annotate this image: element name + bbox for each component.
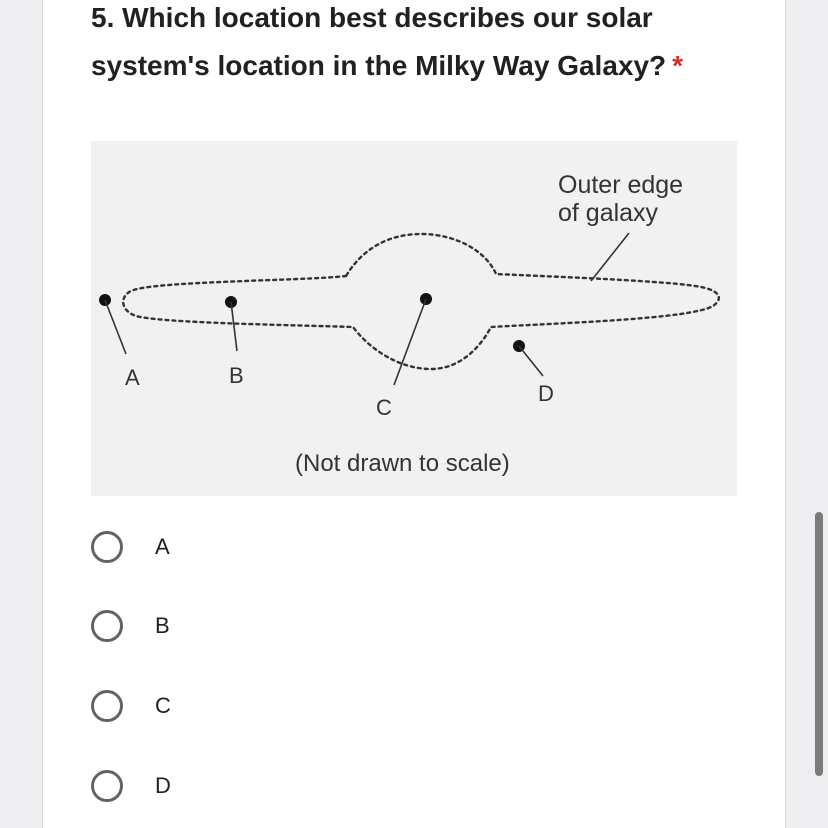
option-a-label[interactable]: A [155,534,170,559]
galaxy-diagram [91,141,737,496]
scrollbar-thumb[interactable] [815,512,823,776]
point-b-label: B [229,363,244,388]
option-c[interactable] [91,684,411,728]
edge-pointer-line [591,233,629,281]
question-title [91,0,741,90]
point-d-pointer [519,346,543,376]
option-b-label[interactable]: B [155,613,170,638]
option-b[interactable] [91,604,411,648]
edge-label-line2: of galaxy [558,199,659,227]
radio-button-c[interactable] [91,690,123,722]
radio-button-a[interactable] [91,531,123,563]
option-d[interactable] [91,764,411,808]
figure-caption: (Not drawn to scale) [295,450,510,477]
point-c-label: C [376,395,392,420]
point-c-pointer [394,299,426,385]
point-b-pointer [231,302,237,351]
radio-button-b[interactable] [91,610,123,642]
required-asterisk: * [672,50,684,81]
question-text: 5. Which location best describes our solar system's location in the Milky Way Galaxy? [91,2,667,81]
galaxy-diagram-svg [91,141,737,496]
radio-button-d[interactable] [91,770,123,802]
point-a-label: A [125,365,140,390]
option-d-label[interactable]: D [155,773,171,798]
option-a[interactable] [91,525,411,569]
point-a-pointer [105,300,126,354]
point-d-label: D [538,381,554,406]
option-c-label[interactable]: C [155,693,171,718]
edge-label-line1: Outer edge [558,171,684,199]
